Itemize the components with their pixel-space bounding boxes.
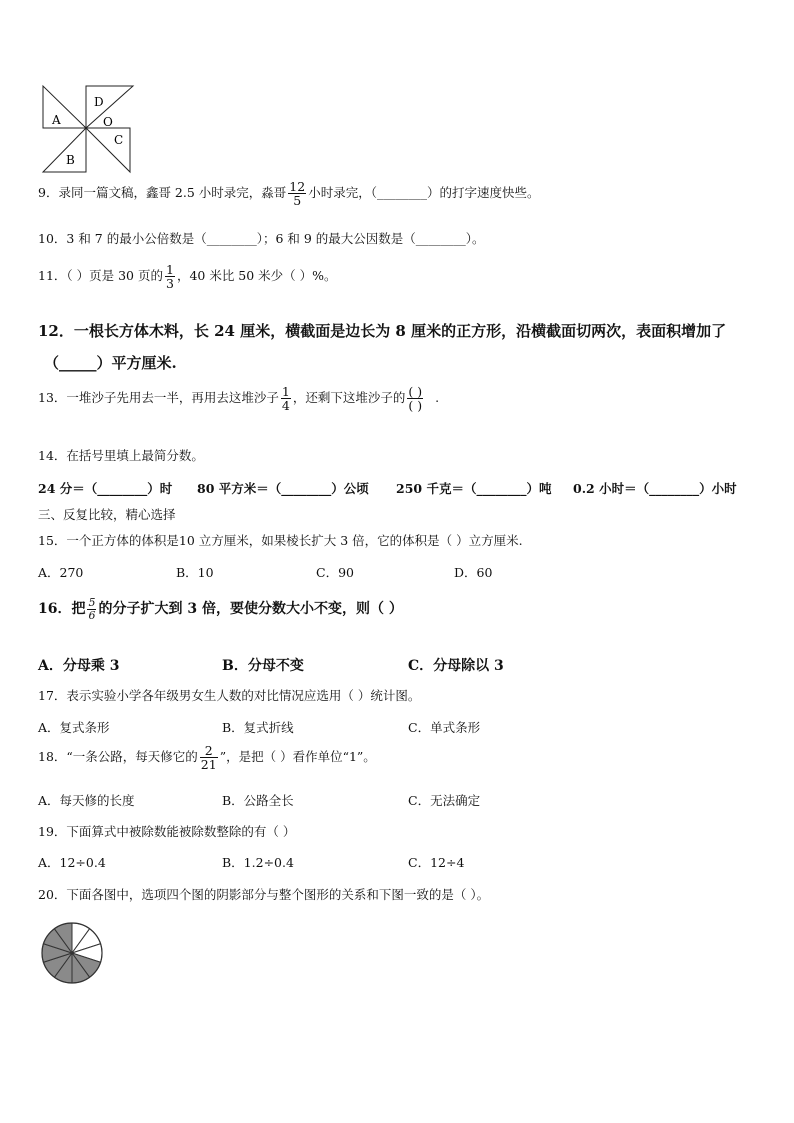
fraction-1-3: $\frac{1}{3}$ xyxy=(165,262,174,292)
question-18: 18．“一条公路，每天修它的 $\frac{2}{21}$ ”，是把（ ）看作单位“1”。 xyxy=(38,743,376,773)
q16-option-b[interactable]: B．分母不变 xyxy=(222,658,304,674)
fraction-1-4: $\frac{1}{4}$ xyxy=(281,384,290,414)
q15-option-a[interactable]: A．270 xyxy=(38,565,84,580)
q15-option-c[interactable]: C．90 xyxy=(316,565,354,580)
label-c: C xyxy=(114,133,124,147)
shaded-circle-figure xyxy=(40,921,104,985)
triangle-b xyxy=(43,128,86,172)
q18-option-b[interactable]: B．公路全长 xyxy=(222,793,294,808)
q16-option-c[interactable]: C．分母除以 3 xyxy=(408,658,504,674)
question-16: 16．把 $\frac{5}{6}$ 的分子扩大到 3 倍，要使分数大小不变，则（ ） xyxy=(38,596,403,622)
question-20: 20．下面各图中，选项四个图的阴影部分与整个图形的关系和下图一致的是（ ）。 xyxy=(38,887,490,902)
question-11: 11．（ ）页是 30 页的 $\frac{1}{3}$ ，40 米比 50 米少（ ）%。 xyxy=(38,262,337,292)
q19-option-b[interactable]: B．1.2÷0.4 xyxy=(222,855,294,870)
triangle-a xyxy=(43,86,86,128)
label-a: A xyxy=(52,113,61,127)
question-10: 10．3 和 7 的最小公倍数是（________）；6 和 9 的最大公因数是（________）。 xyxy=(38,231,485,246)
question-17: 17．表示实验小学各年级男女生人数的对比情况应选用（ ）统计图。 xyxy=(38,688,421,703)
windmill-figure xyxy=(38,82,138,178)
label-b: B xyxy=(66,153,75,167)
label-o: O xyxy=(103,115,113,129)
question-14-item-1: 24 分＝（________）时 xyxy=(38,481,173,496)
triangle-c xyxy=(86,128,130,172)
fraction-12-5: $\frac{12}{5}$ xyxy=(289,179,306,209)
q15-option-b[interactable]: B．10 xyxy=(176,565,214,580)
q15-option-d[interactable]: D．60 xyxy=(454,565,493,580)
fraction-5-6: $\frac{5}{6}$ xyxy=(88,596,96,622)
question-12-line1: 12．一根长方体木料，长 24 厘米，横截面是边长为 8 厘米的正方形，沿横截面切两次，表面积增加了 xyxy=(38,322,727,340)
section-3-title: 三、反复比较，精心选择 xyxy=(38,507,176,522)
q18-option-c[interactable]: C．无法确定 xyxy=(408,793,481,808)
q17-option-a[interactable]: A．复式条形 xyxy=(38,720,110,735)
q18-option-a[interactable]: A．每天修的长度 xyxy=(38,793,135,808)
q19-option-a[interactable]: A．12÷0.4 xyxy=(38,855,106,870)
question-13: 13．一堆沙子先用去一半，再用去这堆沙子 $\frac{1}{4}$ ，还剩下这堆沙子的 $\frac{( )}{( )}$ . xyxy=(38,384,440,414)
q16-option-a[interactable]: A．分母乘 3 xyxy=(38,658,120,674)
q19-option-c[interactable]: C．12÷4 xyxy=(408,855,465,870)
question-9: 9．录同一篇文稿，鑫哥 2.5 小时录完，淼哥 $\frac{12}{5}$ 小时录完，（________）的打字速度快些。 xyxy=(38,179,540,209)
fraction-2-21: $\frac{2}{21}$ xyxy=(200,743,217,773)
label-d: D xyxy=(94,95,104,109)
question-15: 15．一个正方体的体积是10 立方厘米，如果棱长扩大 3 倍，它的体积是（ ）立方厘米. xyxy=(38,533,523,548)
question-14-item-3: 250 千克＝（________）吨 xyxy=(396,481,552,496)
question-19: 19．下面算式中被除数能被除数整除的有（ ） xyxy=(38,824,296,839)
question-12-line2: （_____）平方厘米. xyxy=(44,354,177,372)
question-14-item-4: 0.2 小时＝（________）小时 xyxy=(573,481,737,496)
answer-fraction-blank: $\frac{( )}{( )}$ xyxy=(408,384,423,414)
q17-option-b[interactable]: B．复式折线 xyxy=(222,720,294,735)
question-14-item-2: 80 平方米＝（________）公顷 xyxy=(197,481,369,496)
q17-option-c[interactable]: C．单式条形 xyxy=(408,720,481,735)
question-14-title: 14．在括号里填上最简分数。 xyxy=(38,448,204,463)
